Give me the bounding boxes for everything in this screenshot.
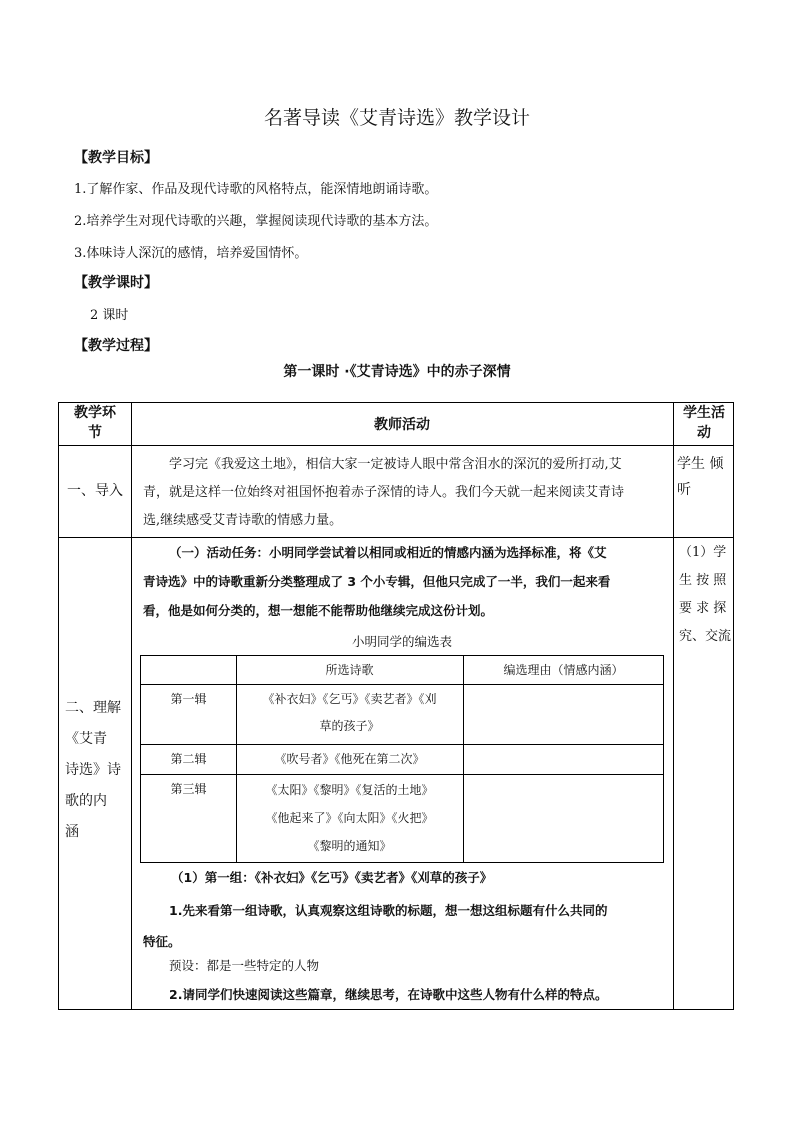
inner-row-label: 第一辑 — [170, 692, 207, 706]
inner-row-poems: 《太阳》《黎明》《复活的土地》 《他起来了》《向太阳》《火把》 《黎明的通知》 — [265, 783, 434, 853]
lesson-title: 第一课时 ·《艾青诗选》中的赤子深情 — [283, 364, 511, 380]
inner-header-reason: 编选理由（情感内涵） — [503, 663, 624, 677]
header-teacher: 教师活动 — [374, 417, 430, 433]
preset-answer: 预设：都是一些特定的人物 — [169, 958, 320, 973]
row1-stage: 一、导入 — [67, 483, 123, 499]
inner-row-poems: 《吹号者》《他死在第二次》 — [274, 752, 425, 766]
objective-item: 3.体味诗人深沉的感情，培养爱国情怀。 — [74, 246, 308, 261]
inner-row-label: 第二辑 — [170, 752, 207, 766]
selection-table — [140, 655, 664, 863]
document-title: 名著导读《艾青诗选》教学设计 — [263, 107, 530, 129]
inner-header-poems: 所选诗歌 — [325, 663, 374, 677]
row1-student: 学生 倾 听 — [677, 456, 724, 498]
header-stage: 教学环 节 — [74, 405, 116, 441]
row2-stage: 二、理解 《艾青 诗选》诗 歌的内 涵 — [65, 700, 121, 840]
hours-value: 2 课时 — [90, 308, 129, 323]
hours-heading: 【教学课时】 — [74, 275, 158, 291]
activity-task: （一）活动任务：小明同学尝试着以相同或相近的情感内涵为选择标准，将《艾 青诗选》中的诗歌重新分类整理成了 3 个小专辑，但他只完成了一半，我们一起来看 看，他是如何分类的，想一想能不能帮助他继续完成这份计划。 — [143, 545, 611, 618]
objectives-heading: 【教学目标】 — [74, 150, 158, 166]
question-1: 1.先来看第一组诗歌，认真观察这组诗歌的标题，想一想这组标题有什么共同的 特征。 — [143, 903, 608, 949]
question-2: 2.请同学们快速阅读这些篇章，继续思考，在诗歌中这些人物有什么样的特点。 — [169, 987, 608, 1002]
process-heading: 【教学过程】 — [74, 338, 158, 354]
header-student: 学生活 动 — [683, 405, 725, 441]
row1-teacher: 学习完《我爱这土地》，相信大家一定被诗人眼中常含泪水的深沉的爱所打动,艾 青，就是这样一位始终对祖国怀抱着赤子深情的诗人。我们今天就一起来阅读艾青诗 选,继续感受艾青诗歌的情感力量。 — [143, 457, 625, 528]
objective-item: 1.了解作家、作品及现代诗歌的风格特点，能深情地朗诵诗歌。 — [74, 182, 438, 197]
teaching-process-table — [58, 402, 734, 1010]
inner-row-label: 第三辑 — [170, 782, 207, 796]
objective-item: 2.培养学生对现代诗歌的兴趣，掌握阅读现代诗歌的基本方法。 — [74, 214, 438, 229]
row2-student: （1）学 生 按 照 要 求 探 究、交流 — [679, 545, 732, 644]
group1-title: （1）第一组：《补衣妇》《乞丐》《卖艺者》《刈草的孩子》 — [171, 870, 493, 885]
inner-row-poems: 《补衣妇》《乞丐》《卖艺者》《刈 草的孩子》 — [262, 692, 437, 733]
inner-table-caption: 小明同学的编选表 — [351, 634, 452, 649]
